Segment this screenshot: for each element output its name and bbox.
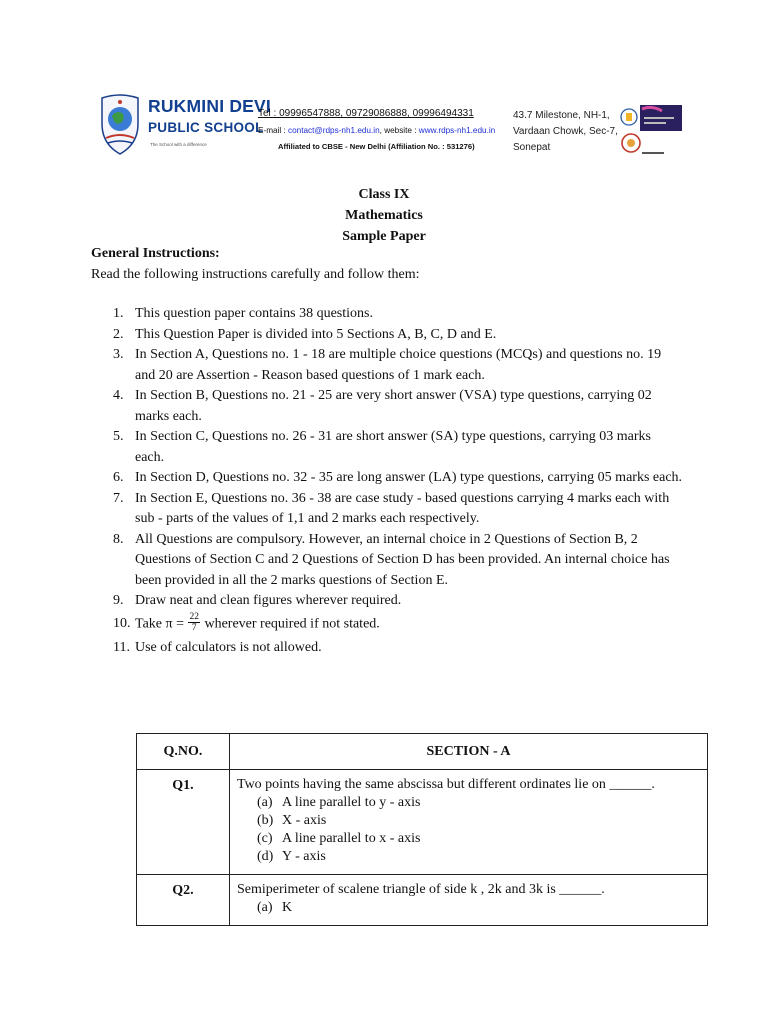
question-number: Q1.: [137, 770, 230, 875]
qno-header: Q.NO.: [137, 734, 230, 770]
instruction-text: In Section C, Questions no. 26 - 31 are short answer (SA) type questions, carrying 03 marks each.: [135, 429, 651, 465]
address-line: 43.7 Milestone, NH-1,: [513, 110, 610, 121]
instruction-item: [113, 468, 683, 489]
instruction-item: [113, 345, 683, 386]
table-row: [137, 770, 708, 875]
instruction-text: This question paper contains 38 questions.: [135, 306, 373, 321]
instruction-number: 6.: [113, 470, 124, 485]
accreditation-badges-icon: [620, 101, 686, 161]
instruction-item: [113, 325, 683, 346]
instruction-text: Draw neat and clean figures wherever required.: [135, 593, 402, 608]
instruction-number: 3.: [113, 347, 124, 362]
instruction-number: 2.: [113, 326, 124, 342]
instructions-heading: General Instructions:: [91, 246, 220, 261]
section-header: SECTION - A: [230, 734, 708, 770]
affiliation-text: Affiliated to CBSE - New Delhi (Affiliation No. : 531276): [278, 142, 475, 151]
pi-suffix: wherever required if not stated.: [200, 616, 380, 632]
question-cell: [230, 875, 708, 926]
email-label: E-mail :: [258, 126, 289, 135]
fraction-denominator: 7: [191, 622, 197, 633]
instruction-text: Use of calculators is not allowed.: [135, 639, 322, 655]
paper-title: Sample Paper: [342, 229, 426, 244]
instruction-number: 4.: [113, 388, 124, 403]
option-item: [257, 848, 697, 866]
address-line: Vardaan Chowk, Sec-7,: [513, 126, 618, 137]
option-text: K: [282, 900, 293, 915]
instruction-number: 1.: [113, 306, 124, 321]
option-text: Y - axis: [282, 849, 326, 864]
instruction-number: 7.: [113, 490, 124, 506]
school-name-line2: PUBLIC SCHOOL: [148, 119, 264, 135]
school-name-line1: RUKMINI DEVI: [148, 96, 271, 116]
instruction-item: [113, 611, 683, 635]
pi-prefix: Take π =: [135, 616, 188, 632]
question-cell: [230, 770, 708, 875]
school-tagline: The School with a difference: [150, 142, 207, 147]
option-item: [257, 812, 697, 830]
instruction-text: In Section D, Questions no. 32 - 35 are long answer (LA) type questions, carrying 05 marks each.: [135, 470, 683, 485]
school-name: [148, 98, 271, 134]
table-header-row: [137, 734, 708, 770]
telephone-numbers: Tel : 09996547888, 09729086888, 09996494331: [258, 108, 474, 119]
question-text: Two points having the same abscissa but different ordinates lie on ______.: [237, 777, 655, 792]
questions-table: [136, 733, 708, 926]
option-label: (a): [257, 900, 273, 915]
instruction-item: [113, 386, 683, 427]
option-text: A line parallel to x - axis: [282, 831, 421, 846]
letterhead: [94, 94, 694, 166]
instruction-item: [113, 638, 683, 659]
question-number: Q2.: [137, 875, 230, 926]
pi-fraction: [188, 612, 200, 633]
option-label: (b): [257, 813, 274, 828]
school-logo-icon: [96, 94, 144, 156]
fraction-numerator: 22: [189, 611, 199, 622]
instruction-item: [113, 304, 683, 325]
option-item: [257, 899, 697, 917]
instruction-text: In Section A, Questions no. 1 - 18 are multiple choice questions (MCQs) and questions no. 19 and 20 are Assertion - Reason based questions of 1 mark each.: [135, 347, 662, 383]
instruction-number: 10.: [113, 615, 131, 631]
instruction-text: This Question Paper is divided into 5 Sections A, B, C, D and E.: [135, 326, 497, 342]
instruction-item: [113, 427, 683, 468]
website-link[interactable]: www.rdps-nh1.edu.in: [418, 126, 496, 135]
option-label: (d): [257, 849, 274, 864]
instruction-text: In Section E, Questions no. 36 - 38 are case study - based questions carrying 4 marks each with sub - parts of the values of 1,1 and 2 marks each respectively.: [135, 490, 670, 526]
instructions-list: [113, 304, 683, 658]
instruction-text: [135, 611, 683, 635]
instruction-number: 9.: [113, 593, 124, 608]
website-label: , website :: [379, 126, 419, 135]
email-website-line: [258, 126, 508, 135]
address-line: Sonepat: [513, 142, 551, 153]
options-list: [237, 899, 697, 917]
instruction-text: In Section B, Questions no. 21 - 25 are very short answer (VSA) type questions, carrying 02 marks each.: [135, 388, 652, 424]
option-text: A line parallel to y - axis: [282, 795, 421, 810]
instruction-item: [113, 591, 683, 612]
subject-title: Mathematics: [345, 208, 423, 223]
email-link[interactable]: contact@rdps-nh1.edu.in: [288, 126, 380, 135]
instruction-number: 8.: [113, 531, 124, 547]
options-list: [237, 794, 697, 866]
option-label: (a): [257, 795, 273, 810]
option-text: X - axis: [282, 813, 327, 828]
question-text: Semiperimeter of scalene triangle of side k , 2k and 3k is ______.: [237, 882, 605, 897]
paper-titles: [0, 184, 768, 247]
school-address: [513, 108, 618, 156]
table-row: [137, 875, 708, 926]
instructions-intro: Read the following instructions carefully and follow them:: [91, 267, 420, 282]
instruction-text: All Questions are compulsory. However, an internal choice in 2 Questions of Section B, 2 Questions of Section C and 2 Questions of Section D has been provided. An internal choice has been provided in all the 2 marks questions of Section E.: [135, 531, 670, 588]
contact-block: [258, 108, 508, 151]
instruction-number: 5.: [113, 429, 124, 444]
instruction-item: [113, 489, 683, 530]
class-title: Class IX: [358, 187, 410, 202]
option-item: [257, 830, 697, 848]
instruction-number: 11.: [113, 639, 130, 655]
option-label: (c): [257, 831, 273, 846]
instruction-item: [113, 530, 683, 592]
option-item: [257, 794, 697, 812]
